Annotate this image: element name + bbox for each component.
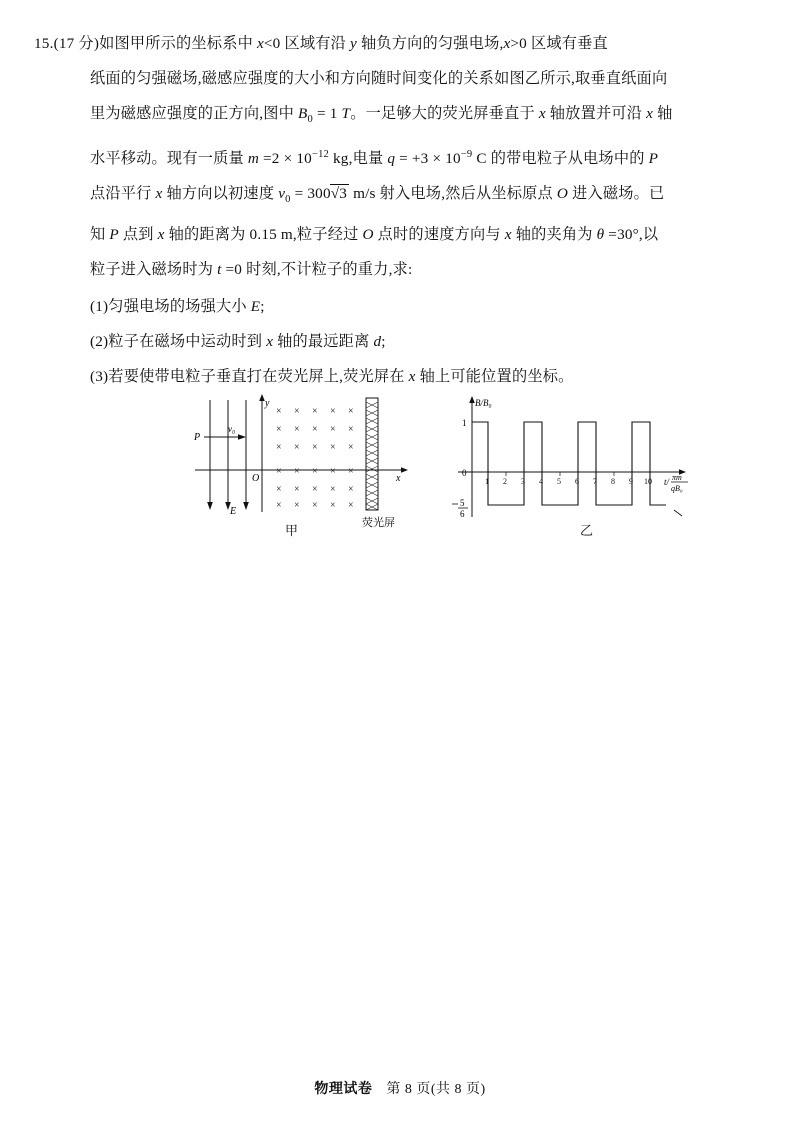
sub-question-2: (2)粒子在磁场中运动时到 x 轴的最远距离 d; [90,333,386,351]
svg-text:×: × [294,484,300,495]
svg-text:×: × [348,484,354,495]
fig-jia-v0-label: v₀ [228,424,236,434]
fig-yi-ytick-1: 1 [462,418,467,428]
fig-yi-x-axis-unit-den: qB₀ [671,484,683,493]
svg-text:×: × [312,500,318,511]
svg-text:×: × [294,442,300,453]
fig-yi-ytick-0: 0 [462,468,467,478]
figure-jia-diagram [190,392,450,552]
svg-text:×: × [276,466,282,477]
fig-jia-p-label: P [194,432,201,443]
svg-text:×: × [312,424,318,435]
svg-text:×: × [330,424,336,435]
svg-text:×: × [330,442,336,453]
question-block [34,26,734,394]
fig-yi-xtick-6: 6 [575,477,579,486]
svg-text:×: × [276,424,282,435]
svg-text:×: × [312,466,318,477]
svg-text:×: × [330,484,336,495]
fig-yi-xtick-5: 5 [557,477,561,486]
sub-question-1: (1)匀强电场的场强大小 E; [90,298,265,316]
fig-yi-xtick-9: 9 [629,477,633,486]
question-line-5: 点沿平行 x 轴方向以初速度 $v_0 = 300√3$ m/s 射入电场,然后从坐标原点 O 进入磁场。已 [90,185,665,206]
question-line-2: 纸面的匀强磁场,磁感应强度的大小和方向随时间变化的关系如图乙所示,取垂直纸面向 [90,70,668,87]
svg-text:×: × [294,500,300,511]
fig-yi-xtick-4: 4 [539,477,543,486]
svg-text:×: × [276,442,282,453]
fig-yi-y-axis-label: B/B₀ [475,398,492,408]
svg-text:×: × [330,406,336,417]
svg-text:×: × [276,500,282,511]
fig-jia-screen-label: 荧光屏 [362,517,395,529]
svg-text:×: × [276,406,282,417]
fig-yi-ytick-neg-den: 6 [460,509,465,519]
svg-text:×: × [312,484,318,495]
figures-area [0,392,800,557]
question-line-7: 粒子进入磁场时为 t =0 时刻,不计粒子的重力,求: [90,261,413,279]
svg-text:×: × [294,406,300,417]
fig-yi-xtick-1: 1 [485,477,489,486]
fig-jia-field-crosses [276,406,354,511]
question-line-3: 里为磁感应强度的正方向,图中 $B_0 = 1$ T。一足够大的荧光屏垂直于 x 轴放置并可沿 x 轴 [90,105,673,126]
fig-yi-x-axis-label: t/ [664,477,670,487]
fig-jia-y-label: y [265,398,270,409]
svg-text:×: × [312,442,318,453]
fig-yi-ytick-neg: 5 [460,498,465,508]
question-line-4: 水平移动。现有一质量 $m =2 \times 10^{-12}$ kg,电量 $q = +3 \times 10^{-9}$ C 的带电粒子从电场中的 P [90,149,659,168]
footer-page-number: 第 8 页(共 8 页) [386,1082,486,1097]
fig-jia-E-label: E [230,506,237,517]
svg-text:×: × [330,500,336,511]
fig-yi-xtick-10: 10 [644,477,652,486]
question-number: 15. [34,35,54,52]
page-footer [0,1078,800,1098]
sub-question-3: (3)若要使带电粒子垂直打在荧光屏上,荧光屏在 x 轴上可能位置的坐标。 [90,368,574,386]
fig-yi-xtick-2: 2 [503,477,507,486]
fig-yi-xtick-8: 8 [611,477,615,486]
svg-text:×: × [330,466,336,477]
svg-text:×: × [348,500,354,511]
question-line-1: 15.(17 分)如图甲所示的坐标系中 x<0 区域有沿 y 轴负方向的匀强电场,x>0 区域有垂直 [34,26,734,61]
svg-text:×: × [348,424,354,435]
fig-jia-x-label: x [396,473,401,484]
fig-yi-x-axis-unit-num: πm [672,473,682,482]
fig-yi-xtick-3: 3 [521,477,525,486]
footer-title: 物理试卷 [314,1082,373,1097]
svg-text:×: × [348,442,354,453]
question-line-6: 知 P 点到 x 轴的距离为 0.15 m,粒子经过 O 点时的速度方向与 x 轴的夹角为 θ =30°,以 [90,226,659,244]
svg-text:×: × [294,466,300,477]
svg-text:×: × [294,424,300,435]
figure-yi-caption: 乙 [580,523,594,538]
question-score: (17 分) [53,35,100,52]
svg-text:×: × [348,466,354,477]
svg-text:×: × [276,484,282,495]
svg-text:×: × [348,406,354,417]
fig-yi-xtick-7: 7 [593,477,597,486]
figure-jia-caption: 甲 [285,523,299,538]
fig-jia-origin-label: O [252,473,260,484]
svg-text:×: × [312,406,318,417]
fig-yi-waveform [472,422,666,505]
